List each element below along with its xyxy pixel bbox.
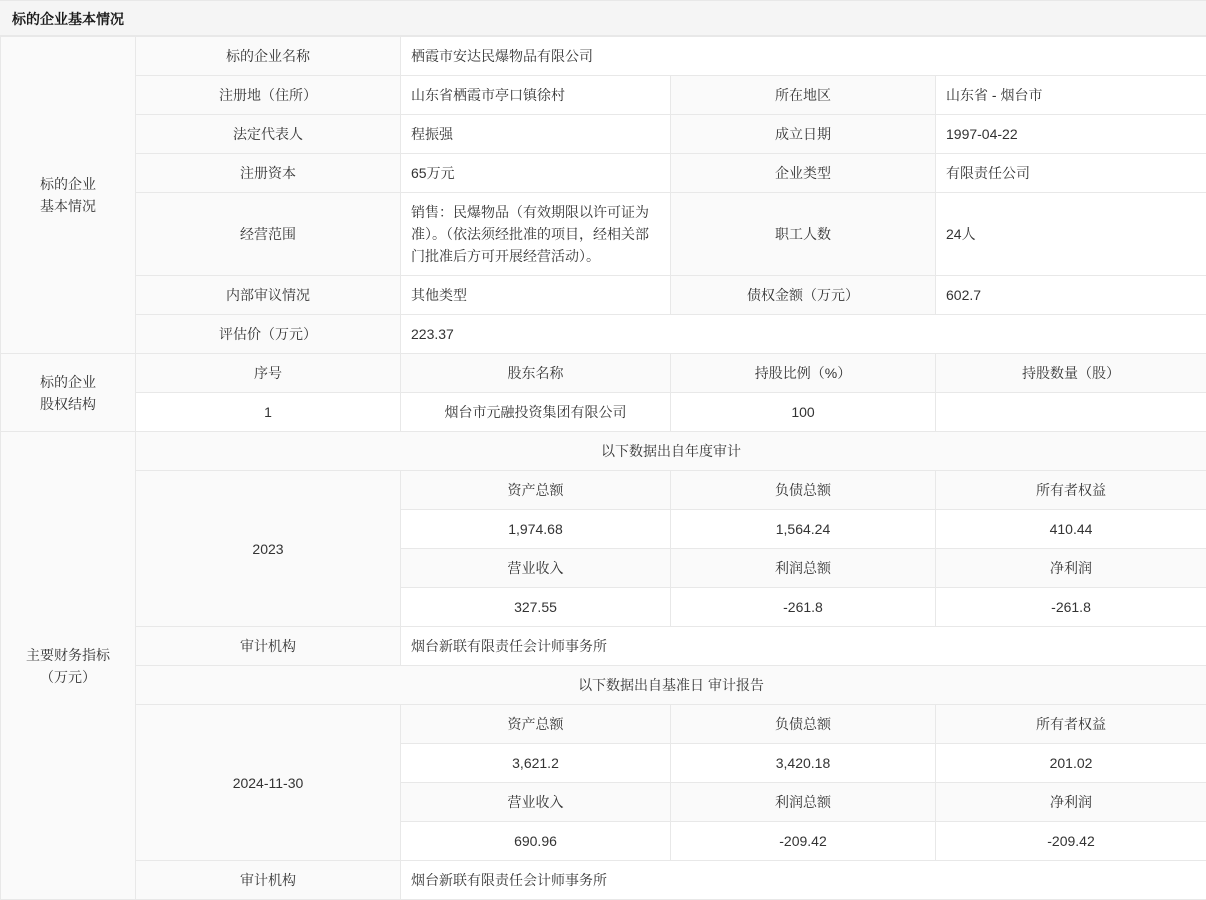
financial-header-revenue-annual: 营业收入 bbox=[401, 549, 671, 588]
financial-value-owners-equity-base: 201.02 bbox=[936, 744, 1206, 783]
equity-header-amount: 持股数量（股） bbox=[936, 354, 1206, 393]
financial-value-revenue-annual: 327.55 bbox=[401, 588, 671, 627]
row-label-financials-line1: 主要财务指标 bbox=[11, 644, 125, 666]
label-internal-review: 内部审议情况 bbox=[136, 276, 401, 315]
financial-value-total-assets-base: 3,621.2 bbox=[401, 744, 671, 783]
equity-cell-amount bbox=[936, 393, 1206, 432]
section-title: 标的企业基本情况 bbox=[0, 0, 1206, 36]
value-auditor-annual: 烟台新联有限责任会计师事务所 bbox=[401, 627, 1206, 666]
financial-header-total-profit-annual: 利润总额 bbox=[671, 549, 936, 588]
table-row bbox=[1, 432, 1206, 471]
row-label-basic-info-line2: 基本情况 bbox=[11, 195, 125, 217]
label-region: 所在地区 bbox=[671, 76, 936, 115]
value-registered-address: 山东省栖霞市亭口镇徐村 bbox=[401, 76, 671, 115]
financial-header-revenue-base: 营业收入 bbox=[401, 783, 671, 822]
financial-header-total-assets-annual: 资产总额 bbox=[401, 471, 671, 510]
value-company-name: 栖霞市安达民爆物品有限公司 bbox=[401, 37, 1206, 76]
value-establish-date: 1997-04-22 bbox=[936, 115, 1206, 154]
table-row bbox=[1, 193, 1206, 276]
row-label-financials-line2: （万元） bbox=[11, 666, 125, 688]
label-business-scope: 经营范围 bbox=[136, 193, 401, 276]
financial-period-base: 2024-11-30 bbox=[136, 705, 401, 861]
table-row bbox=[1, 666, 1206, 705]
value-company-type: 有限责任公司 bbox=[936, 154, 1206, 193]
label-debt-amount: 债权金额（万元） bbox=[671, 276, 936, 315]
row-label-basic-info bbox=[1, 37, 136, 354]
label-company-name: 标的企业名称 bbox=[136, 37, 401, 76]
financial-value-total-profit-annual: -261.8 bbox=[671, 588, 936, 627]
financial-header-owners-equity-annual: 所有者权益 bbox=[936, 471, 1206, 510]
label-staff-count: 职工人数 bbox=[671, 193, 936, 276]
table-row bbox=[1, 354, 1206, 393]
financial-header-net-profit-annual: 净利润 bbox=[936, 549, 1206, 588]
equity-header-index: 序号 bbox=[136, 354, 401, 393]
equity-cell-ratio: 100 bbox=[671, 393, 936, 432]
value-registered-capital: 65万元 bbox=[401, 154, 671, 193]
financial-header-owners-equity-base: 所有者权益 bbox=[936, 705, 1206, 744]
row-label-financials bbox=[1, 432, 136, 900]
value-staff-count: 24人 bbox=[936, 193, 1206, 276]
financial-period-annual: 2023 bbox=[136, 471, 401, 627]
table-row bbox=[1, 861, 1206, 900]
row-label-equity-structure-line2: 股权结构 bbox=[11, 393, 125, 415]
table-row bbox=[1, 154, 1206, 193]
value-business-scope: 销售：民爆物品（有效期限以许可证为准）。（依法须经批准的项目，经相关部门批准后方可开展经营活动）。 bbox=[401, 193, 671, 276]
equity-header-ratio: 持股比例（%） bbox=[671, 354, 936, 393]
table-row bbox=[1, 393, 1206, 432]
row-label-equity-structure-line1: 标的企业 bbox=[11, 371, 125, 393]
value-valuation: 223.37 bbox=[401, 315, 1206, 354]
table-row bbox=[1, 705, 1206, 744]
table-row bbox=[1, 115, 1206, 154]
financial-value-total-assets-annual: 1,974.68 bbox=[401, 510, 671, 549]
table-row bbox=[1, 627, 1206, 666]
financial-value-net-profit-annual: -261.8 bbox=[936, 588, 1206, 627]
label-registered-capital: 注册资本 bbox=[136, 154, 401, 193]
financial-value-revenue-base: 690.96 bbox=[401, 822, 671, 861]
financial-header-total-liabilities-base: 负债总额 bbox=[671, 705, 936, 744]
target-company-table bbox=[0, 36, 1206, 900]
financial-value-total-liabilities-base: 3,420.18 bbox=[671, 744, 936, 783]
row-label-equity-structure bbox=[1, 354, 136, 432]
table-row bbox=[1, 276, 1206, 315]
table-row bbox=[1, 315, 1206, 354]
table-row bbox=[1, 76, 1206, 115]
row-label-basic-info-line1: 标的企业 bbox=[11, 173, 125, 195]
value-region: 山东省 - 烟台市 bbox=[936, 76, 1206, 115]
label-company-type: 企业类型 bbox=[671, 154, 936, 193]
value-internal-review: 其他类型 bbox=[401, 276, 671, 315]
label-auditor-base: 审计机构 bbox=[136, 861, 401, 900]
financial-header-total-profit-base: 利润总额 bbox=[671, 783, 936, 822]
value-legal-representative: 程振强 bbox=[401, 115, 671, 154]
equity-header-shareholder: 股东名称 bbox=[401, 354, 671, 393]
table-row bbox=[1, 471, 1206, 510]
financial-header-net-profit-base: 净利润 bbox=[936, 783, 1206, 822]
financial-banner-annual: 以下数据出自年度审计 bbox=[136, 432, 1206, 471]
label-registered-address: 注册地（住所） bbox=[136, 76, 401, 115]
value-debt-amount: 602.7 bbox=[936, 276, 1206, 315]
financial-value-net-profit-base: -209.42 bbox=[936, 822, 1206, 861]
value-auditor-base: 烟台新联有限责任会计师事务所 bbox=[401, 861, 1206, 900]
financial-value-total-liabilities-annual: 1,564.24 bbox=[671, 510, 936, 549]
label-establish-date: 成立日期 bbox=[671, 115, 936, 154]
financial-banner-base: 以下数据出自基准日 审计报告 bbox=[136, 666, 1206, 705]
financial-value-total-profit-base: -209.42 bbox=[671, 822, 936, 861]
equity-cell-index: 1 bbox=[136, 393, 401, 432]
equity-cell-shareholder: 烟台市元融投资集团有限公司 bbox=[401, 393, 671, 432]
financial-value-owners-equity-annual: 410.44 bbox=[936, 510, 1206, 549]
label-legal-representative: 法定代表人 bbox=[136, 115, 401, 154]
label-auditor-annual: 审计机构 bbox=[136, 627, 401, 666]
label-valuation: 评估价（万元） bbox=[136, 315, 401, 354]
financial-header-total-liabilities-annual: 负债总额 bbox=[671, 471, 936, 510]
financial-header-total-assets-base: 资产总额 bbox=[401, 705, 671, 744]
table-row bbox=[1, 37, 1206, 76]
